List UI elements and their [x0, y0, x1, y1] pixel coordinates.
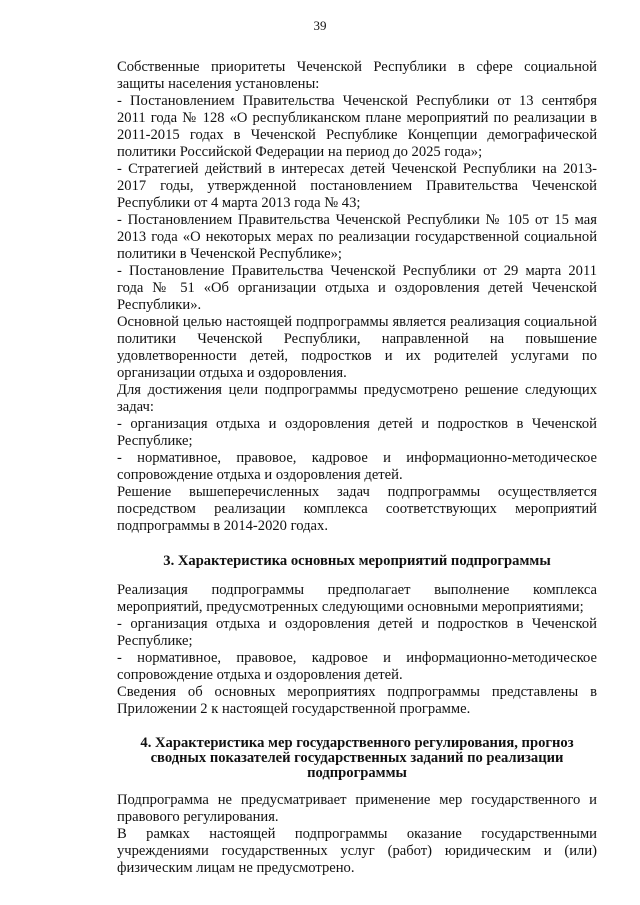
paragraph: Реализация подпрограммы предполагает выполнение комплекса мероприятий, предусмотренных следующими основными мероприятиями; [117, 582, 597, 615]
section-2-text [117, 59, 597, 535]
list-item: - Постановлением Правительства Чеченской Республики от 13 сентября 2011 года № 128 «О республиканском плане мероприятий по реализации в 2011-2015 годах в Чеченской Республике Концепции демографической политики Российской Федерации на период до 2025 года»; [117, 93, 597, 160]
paragraph: Для достижения цели подпрограммы предусмотрено решение следующих задач: [117, 382, 597, 415]
list-item: - Постановлением Правительства Чеченской Республики № 105 от 15 мая 2013 года «О некоторых мерах по реализации государственной социальной политики в Чеченской Республике»; [117, 212, 597, 262]
list-item: - Постановление Правительства Чеченской Республики от 29 марта 2011 года № 51 «Об организации отдыха и оздоровления детей Чеченской Республики». [117, 263, 597, 313]
paragraph: Сведения об основных мероприятиях подпрограммы представлены в Приложении 2 к настоящей государственной программе. [117, 684, 597, 717]
paragraph: Решение вышеперечисленных задач подпрограммы осуществляется посредством реализации комплекса соответствующих мероприятий подпрограммы в 2014-2020 годах. [117, 484, 597, 534]
section-4-text [117, 792, 597, 877]
section-4-heading [117, 736, 597, 781]
paragraph: Основной целью настоящей подпрограммы является реализация социальной политики Чеченской Республики, направленной на повышение удовлетворенности детей, подростков и их родителей услугами по организации отдыха и оздоровления. [117, 314, 597, 381]
paragraph: Подпрограмма не предусматривает применение мер государственного и правового регулирования. [117, 792, 597, 825]
paragraph: В рамках настоящей подпрограммы оказание государственными учреждениями государственных услуг (работ) юридическим и (или) физическим лицам не предусмотрено. [117, 826, 597, 876]
section-4-heading-line-1: 4. Характеристика мер государственного регулирования, прогноз [140, 735, 574, 751]
list-item: - нормативное, правовое, кадровое и информационно-методическое сопровождение отдыха и оздоровления детей. [117, 450, 597, 483]
list-item: - нормативное, правовое, кадровое и информационно-методическое сопровождение отдыха и оздоровления детей. [117, 650, 597, 683]
section-3-text [117, 582, 597, 718]
list-item: - организация отдыха и оздоровления детей и подростков в Чеченской Республике; [117, 616, 597, 649]
section-3-heading: 3. Характеристика основных мероприятий подпрограммы [163, 553, 551, 569]
list-item: - организация отдыха и оздоровления детей и подростков в Чеченской Республике; [117, 416, 597, 449]
list-item: - Стратегией действий в интересах детей Чеченской Республики на 2013-2017 годы, утвержденной постановлением Правительства Чеченской Республики от 4 марта 2013 года № 43; [117, 161, 597, 211]
paragraph: Собственные приоритеты Чеченской Республики в сфере социальной защиты населения установлены: [117, 59, 597, 92]
section-4-heading-line-2: сводных показателей государственных заданий по реализации подпрограммы [150, 750, 564, 781]
document-body [117, 59, 597, 877]
page-number: 39 [313, 18, 327, 33]
